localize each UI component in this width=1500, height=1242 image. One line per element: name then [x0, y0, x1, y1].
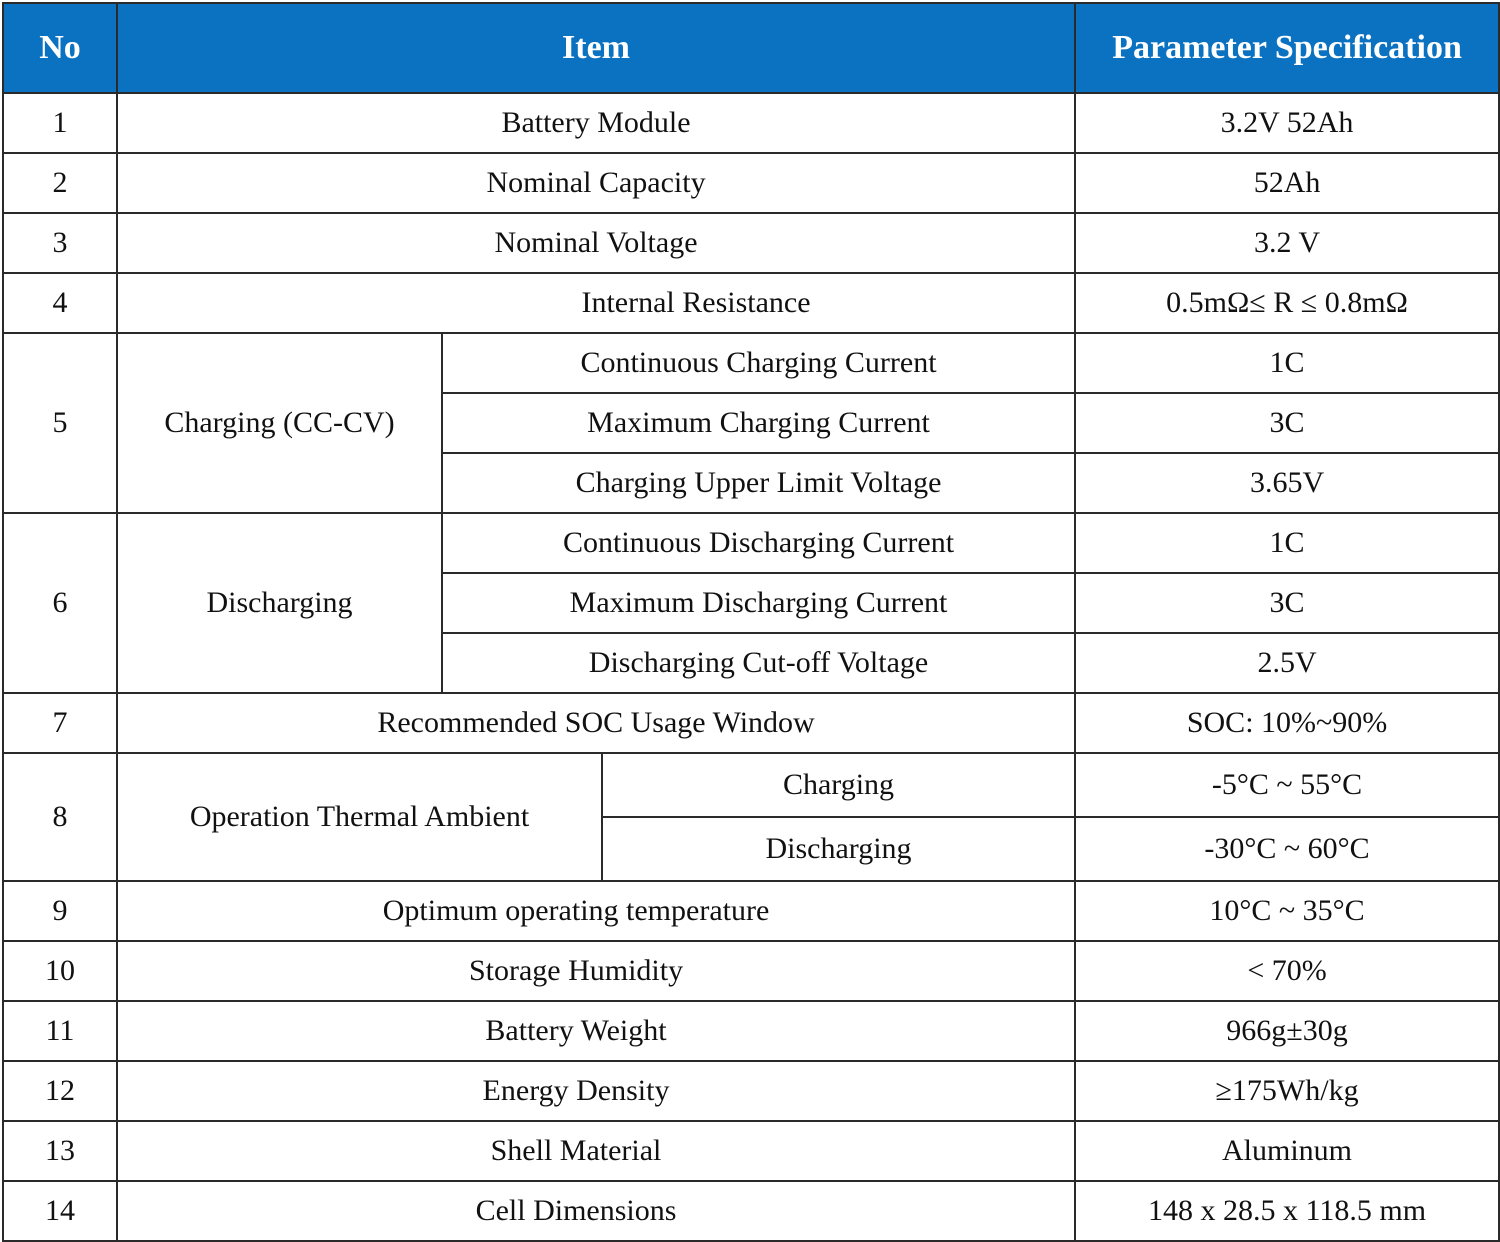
row-spec: Aluminum	[1075, 1121, 1499, 1181]
row-no: 6	[3, 513, 117, 693]
row-item: Recommended SOC Usage Window	[117, 693, 1075, 753]
table-row	[3, 753, 1499, 817]
row-no: 3	[3, 213, 117, 273]
row-group: Operation Thermal Ambient	[117, 753, 602, 881]
row-group: Charging (CC-CV)	[117, 333, 442, 513]
row-item: Battery Module	[117, 93, 1075, 153]
row-no: 12	[3, 1061, 117, 1121]
table-row	[3, 153, 1499, 213]
table-row	[3, 93, 1499, 153]
header-spec: Parameter Specification	[1075, 3, 1499, 93]
table-row	[3, 693, 1499, 753]
row-spec: 966g±30g	[1075, 1001, 1499, 1061]
row-spec: SOC: 10%~90%	[1075, 693, 1499, 753]
row-subitem: Continuous Charging Current	[442, 333, 1075, 393]
table-row	[3, 1181, 1499, 1241]
row-subitem: Maximum Discharging Current	[442, 573, 1075, 633]
row-spec: 3C	[1075, 393, 1499, 453]
row-spec: 3.2V 52Ah	[1075, 93, 1499, 153]
row-no: 7	[3, 693, 117, 753]
row-item: Shell Material	[117, 1121, 1075, 1181]
row-subitem: Charging Upper Limit Voltage	[442, 453, 1075, 513]
spec-table	[2, 2, 1500, 1242]
row-subitem: Discharging	[602, 817, 1075, 881]
row-spec: 52Ah	[1075, 153, 1499, 213]
table-row	[3, 1001, 1499, 1061]
header-no: No	[3, 3, 117, 93]
row-item: Nominal Capacity	[117, 153, 1075, 213]
row-subitem: Charging	[602, 753, 1075, 817]
table-row	[3, 1061, 1499, 1121]
row-subitem: Discharging Cut-off Voltage	[442, 633, 1075, 693]
row-no: 14	[3, 1181, 117, 1241]
row-item: Storage Humidity	[117, 941, 1075, 1001]
row-no: 8	[3, 753, 117, 881]
row-subitem: Maximum Charging Current	[442, 393, 1075, 453]
row-spec: 10°C ~ 35°C	[1075, 881, 1499, 941]
row-item: Optimum operating temperature	[117, 881, 1075, 941]
row-spec: 1C	[1075, 513, 1499, 573]
row-no: 13	[3, 1121, 117, 1181]
header-row	[3, 3, 1499, 93]
table-row	[3, 273, 1499, 333]
row-group: Discharging	[117, 513, 442, 693]
row-spec: 1C	[1075, 333, 1499, 393]
row-spec: 0.5mΩ≤ R ≤ 0.8mΩ	[1075, 273, 1499, 333]
row-item: Nominal Voltage	[117, 213, 1075, 273]
row-spec: 148 x 28.5 x 118.5 mm	[1075, 1181, 1499, 1241]
row-spec: -5°C ~ 55°C	[1075, 753, 1499, 817]
row-no: 4	[3, 273, 117, 333]
row-item: Battery Weight	[117, 1001, 1075, 1061]
row-no: 9	[3, 881, 117, 941]
row-spec: 3.2 V	[1075, 213, 1499, 273]
row-spec: 2.5V	[1075, 633, 1499, 693]
row-no: 10	[3, 941, 117, 1001]
row-spec: -30°C ~ 60°C	[1075, 817, 1499, 881]
row-no: 1	[3, 93, 117, 153]
row-item: Internal Resistance	[117, 273, 1075, 333]
row-no: 5	[3, 333, 117, 513]
table-row	[3, 213, 1499, 273]
row-item: Energy Density	[117, 1061, 1075, 1121]
table-row	[3, 881, 1499, 941]
table-row	[3, 1121, 1499, 1181]
row-spec: 3.65V	[1075, 453, 1499, 513]
table-row	[3, 513, 1499, 573]
table-row	[3, 333, 1499, 393]
row-no: 11	[3, 1001, 117, 1061]
row-spec: 3C	[1075, 573, 1499, 633]
row-spec: < 70%	[1075, 941, 1499, 1001]
table-row	[3, 941, 1499, 1001]
row-item: Cell Dimensions	[117, 1181, 1075, 1241]
row-no: 2	[3, 153, 117, 213]
header-item: Item	[117, 3, 1075, 93]
row-subitem: Continuous Discharging Current	[442, 513, 1075, 573]
row-spec: ≥175Wh/kg	[1075, 1061, 1499, 1121]
